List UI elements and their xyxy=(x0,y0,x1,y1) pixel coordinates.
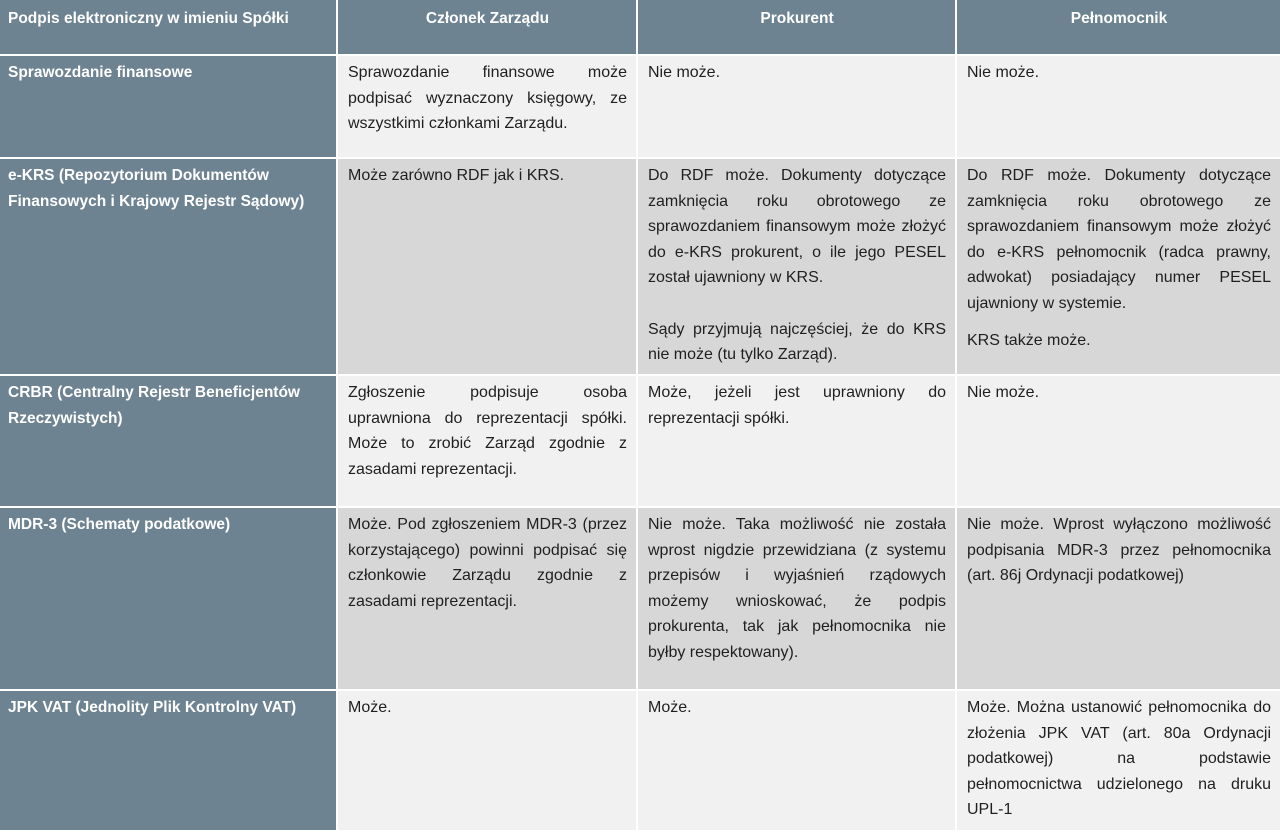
row-label-mdr-3: MDR-3 (Schematy podatkowe) xyxy=(0,508,338,691)
header-cell-board-member: Członek Zarządu xyxy=(338,0,638,56)
cell-proxy xyxy=(638,508,957,691)
cell-attorney xyxy=(957,56,1280,159)
cell-text: Sprawozdanie finansowe może podpisać wyznaczony księgowy, ze wszystkimi członkami Zarządu. xyxy=(348,64,627,132)
cell-board-member xyxy=(338,691,638,832)
cell-text: Zgłoszenie podpisuje osoba uprawniona do reprezentacji spółki. Może to zrobić Zarząd zgodnie z zasadami reprezentacji. xyxy=(348,384,627,478)
cell-text: Do RDF może. Dokumenty dotyczące zamknięcia roku obrotowego ze sprawozdaniem finansowym może złożyć do e-KRS prokurent, o ile jego PESEL został ujawniony w KRS. xyxy=(648,167,946,286)
cell-text: Nie może. Taka możliwość nie została wprost nigdzie przewidziana (z systemu przepisów i wyjaśnień rządowych możemy wnioskować, że podpis prokurenta, tak jak pełnomocnika nie byłby respektowany). xyxy=(648,516,946,661)
cell-attorney xyxy=(957,159,1280,376)
cell-text: Może zarówno RDF jak i KRS. xyxy=(348,167,565,184)
cell-text: Może. xyxy=(348,699,392,716)
cell-board-member xyxy=(338,376,638,508)
row-label-crbr: CRBR (Centralny Rejestr Beneficjentów Rzeczywistych) xyxy=(0,376,338,508)
cell-board-member xyxy=(338,56,638,159)
cell-attorney xyxy=(957,508,1280,691)
cell-board-member xyxy=(338,159,638,376)
cell-proxy xyxy=(638,56,957,159)
cell-text: Może, jeżeli jest uprawniony do reprezentacji spółki. xyxy=(648,384,946,427)
header-cell-proxy: Prokurent xyxy=(638,0,957,56)
cell-text: Nie może. Wprost wyłączono możliwość podpisania MDR-3 przez pełnomocnika (art. 86j Ordynacji podatkowej) xyxy=(967,516,1271,584)
cell-text: Nie może. xyxy=(967,384,1040,401)
cell-text: Nie może. xyxy=(967,64,1040,81)
cell-attorney xyxy=(957,376,1280,508)
cell-text: Nie może. xyxy=(648,64,721,81)
header-cell-attorney: Pełnomocnik xyxy=(957,0,1280,56)
cell-attorney xyxy=(957,691,1280,832)
cell-text: Sądy przyjmują najczęściej, że do KRS nie może (tu tylko Zarząd). xyxy=(648,320,946,363)
cell-proxy xyxy=(638,159,957,376)
cell-board-member xyxy=(338,508,638,691)
cell-proxy xyxy=(638,376,957,508)
header-cell-scope: Podpis elektroniczny w imieniu Spółki xyxy=(0,0,338,56)
cell-text: Może. xyxy=(648,699,692,716)
row-label-financial-statement: Sprawozdanie finansowe xyxy=(0,56,338,159)
row-label-e-krs: e-KRS (Repozytorium Dokumentów Finansowych i Krajowy Rejestr Sądowy) xyxy=(0,159,338,376)
cell-proxy xyxy=(638,691,957,832)
cell-text: Do RDF może. Dokumenty dotyczące zamknięcia roku obrotowego ze sprawozdaniem finansowym może złożyć do e-KRS pełnomocnik (radca prawny, adwokat) posiadający numer PESEL ujawniony w systemie. xyxy=(967,167,1271,312)
row-label-jpk-vat: JPK VAT (Jednolity Plik Kontrolny VAT) xyxy=(0,691,338,832)
cell-text: KRS także może. xyxy=(967,332,1091,349)
cell-text: Może. Pod zgłoszeniem MDR-3 (przez korzystającego) powinni podpisać się członkowie Zarządu zgodnie z zasadami reprezentacji. xyxy=(348,516,627,610)
cell-text: Może. Można ustanowić pełnomocnika do złożenia JPK VAT (art. 80a Ordynacji podatkowej) na podstawie pełnomocnictwa udzielonego na druku UPL-1 xyxy=(967,699,1271,818)
